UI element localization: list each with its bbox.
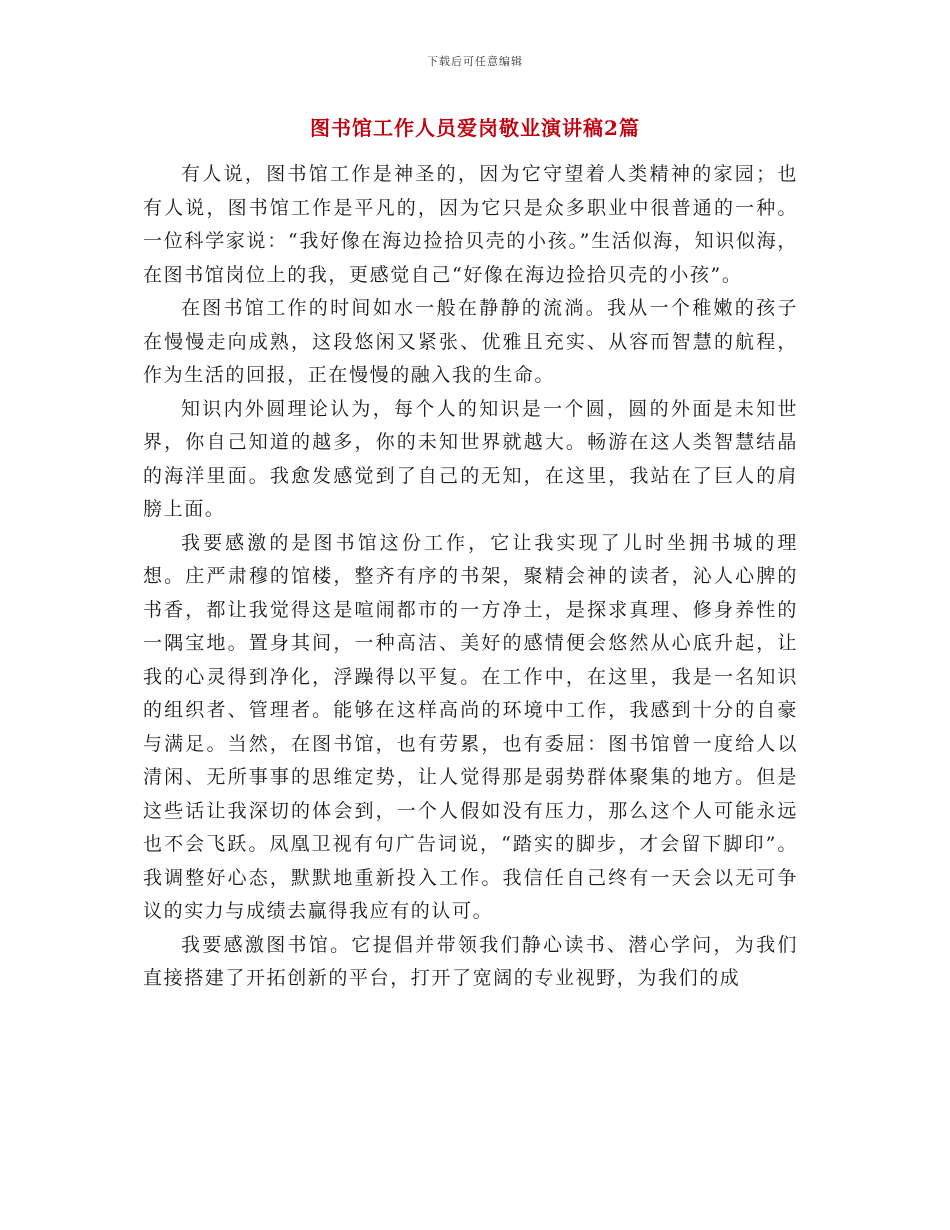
document-body — [143, 158, 798, 996]
paragraph-3: 知识内外圆理论认为，每个人的知识是一个圆，圆的外面是未知世界，你自己知道的越多，你的未知世界就越大。畅游在这人类智慧结晶的海洋里面。我愈发感觉到了自己的无知，在这里，我站在了巨人的肩膀上面。 — [143, 397, 798, 520]
paragraph-1: 有人说，图书馆工作是神圣的，因为它守望着人类精神的家园；也有人说，图书馆工作是平凡的，因为它只是众多职业中很普通的一种。一位科学家说：“我好像在海边捡拾贝壳的小孩。”生活似海，知识似海，在图书馆岗位上的我，更感觉自己“好像在海边捡拾贝壳的小孩”。 — [143, 163, 798, 286]
document-title: 图书馆工作人员爱岗敬业演讲稿2篇 — [310, 116, 640, 140]
paragraph-5: 我要感激图书馆。它提倡并带领我们静心读书、潜心学问，为我们直接搭建了开拓创新的平台，打开了宽阔的专业视野，为我们的成 — [143, 933, 798, 989]
paragraph-4: 我要感激的是图书馆这份工作，它让我实现了儿时坐拥书城的理想。庄严肃穆的馆楼，整齐有序的书架，聚精会神的读者，沁人心脾的书香，都让我觉得这是喧闹都市的一方净土，是探求真理、修身养性的一隅宝地。置身其间，一种高洁、美好的感情便会悠然从心底升起，让我的心灵得到净化，浮躁得以平复。在工作中，在这里，我是一名知识的组织者、管理者。能够在这样高尚的环境中工作，我感到十分的自豪与满足。当然，在图书馆，也有劳累，也有委屈：图书馆曾一度给人以清闲、无所事事的思维定势，让人觉得那是弱势群体聚集的地方。但是这些话让我深切的体会到，一个人假如没有压力，那么这个人可能永远也不会飞跃。凤凰卫视有句广告词说，“踏实的脚步，才会留下脚印”。我调整好心态，默默地重新投入工作。我信任自己终有一天会以无可争议的实力与成绩去赢得我应有的认可。 — [143, 531, 798, 922]
header-note: 下载后可任意编辑 — [427, 55, 523, 68]
paragraph-2: 在图书馆工作的时间如水一般在静静的流淌。我从一个稚嫩的孩子在慢慢走向成熟，这段悠闲又紧张、优雅且充实、从容而智慧的航程，作为生活的回报，正在慢慢的融入我的生命。 — [143, 297, 798, 386]
